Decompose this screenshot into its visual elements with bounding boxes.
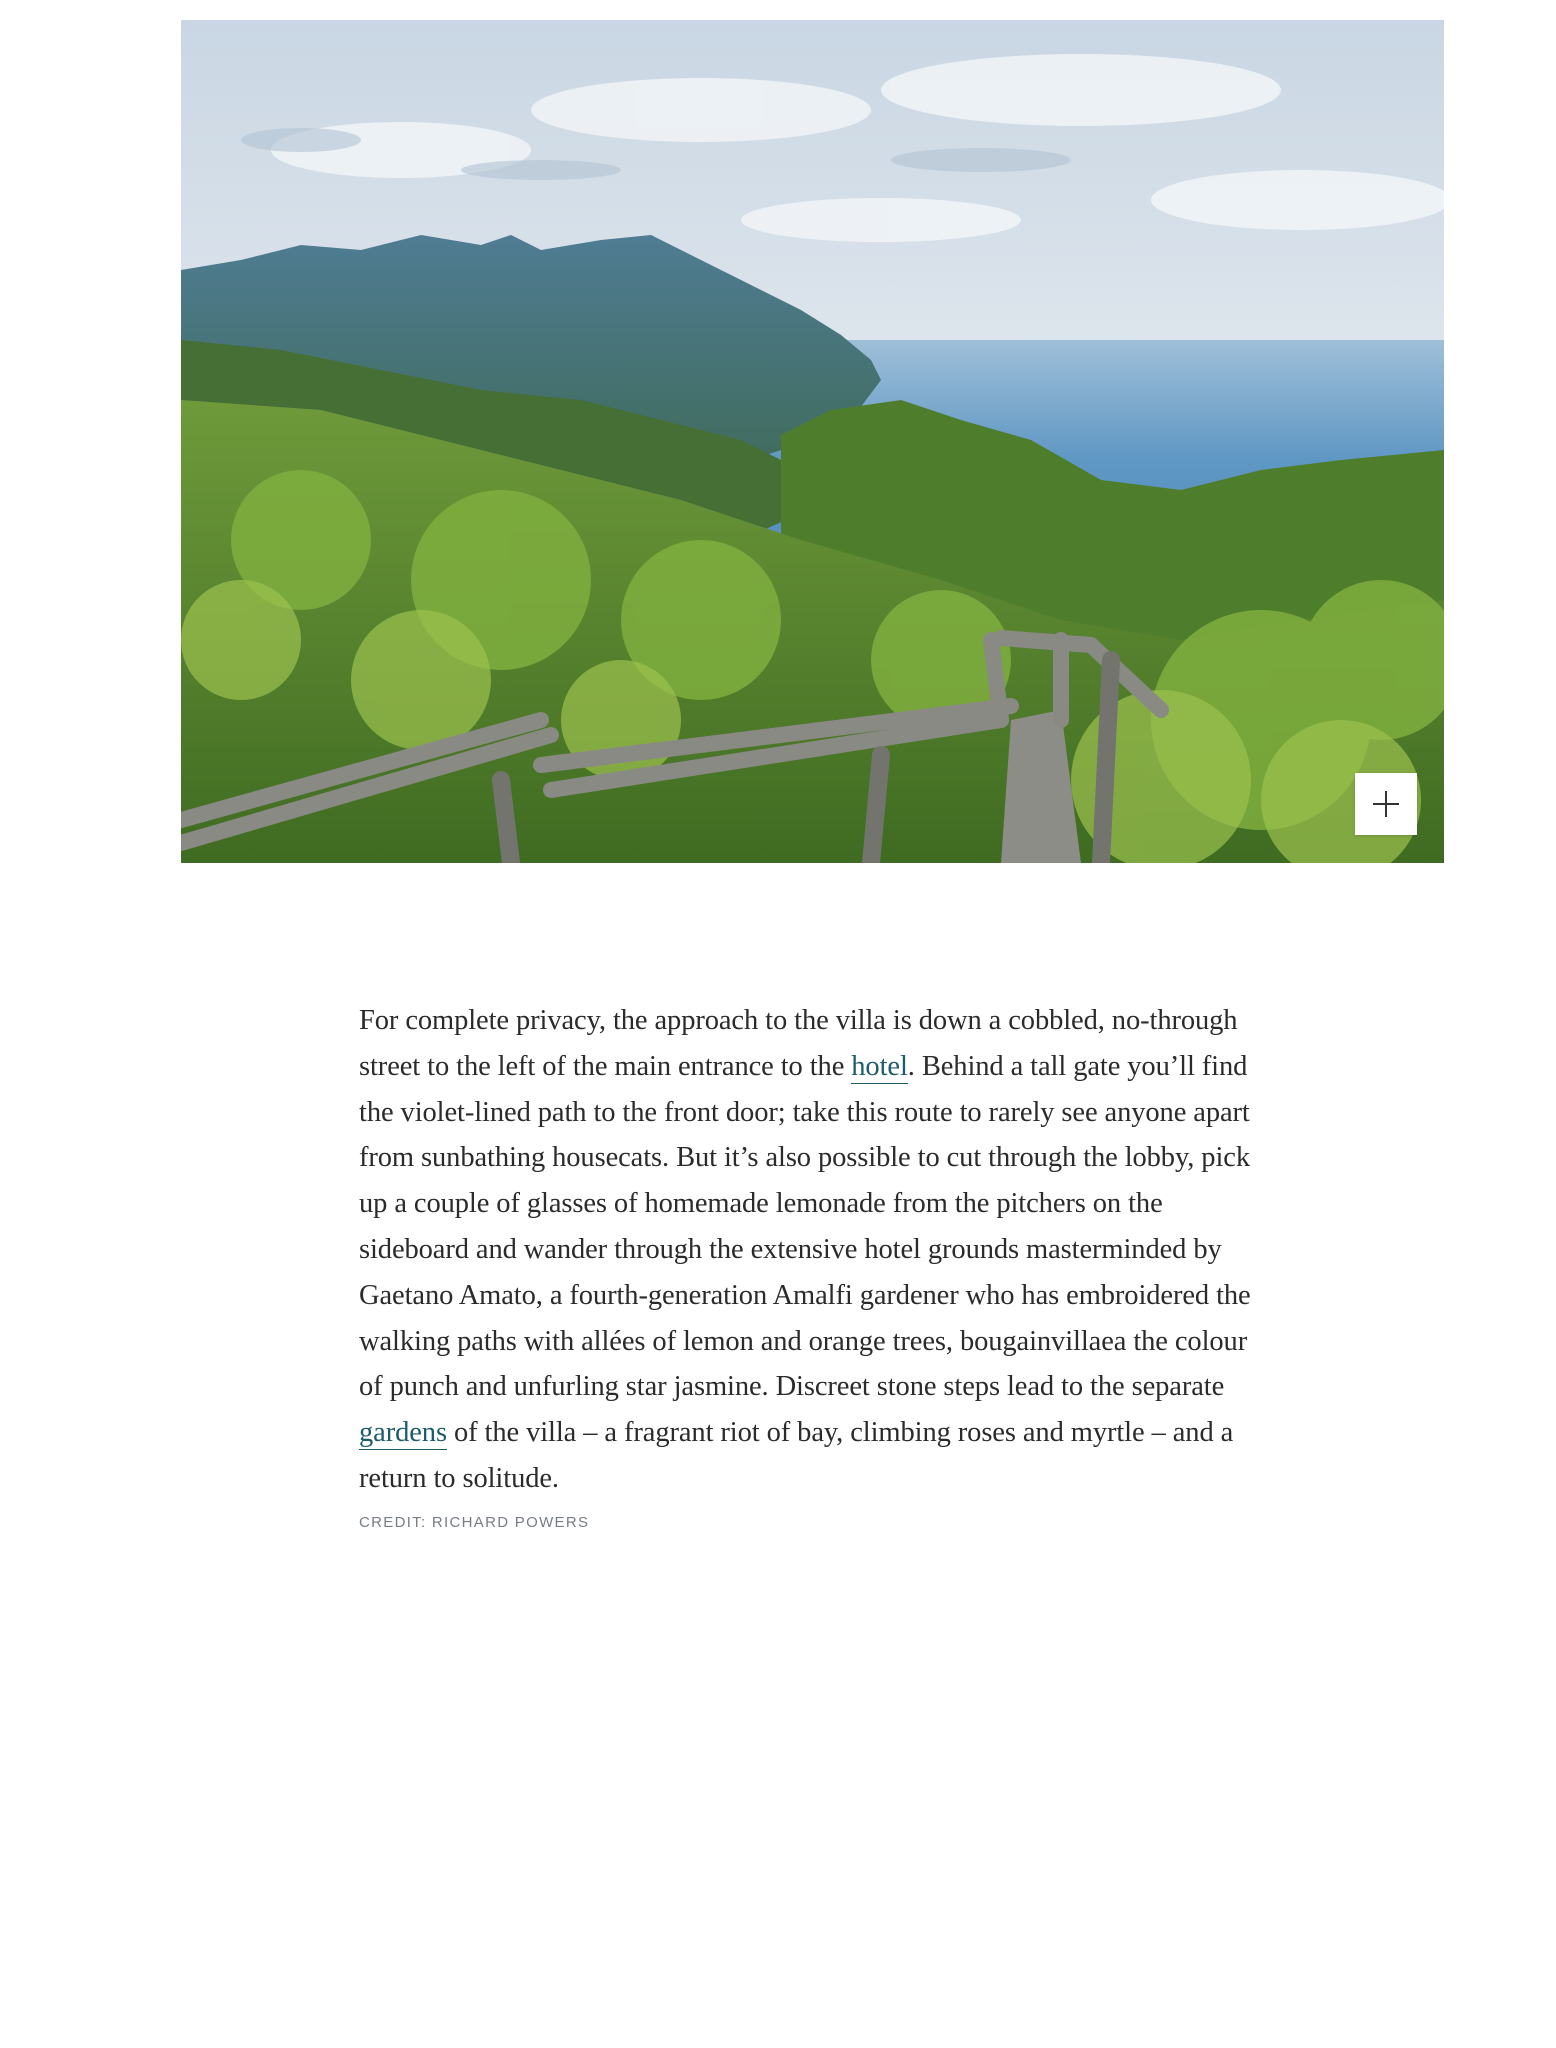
hotel-link[interactable]: hotel xyxy=(851,1050,908,1082)
expand-image-button[interactable] xyxy=(1355,773,1417,835)
gardens-link[interactable]: gardens xyxy=(359,1417,447,1449)
paragraph-text-3: of the villa – a fragrant riot of bay, climbing roses and myrtle – and a return to solitude. xyxy=(359,1417,1234,1494)
hero-image xyxy=(181,20,1444,863)
landscape-photo-icon xyxy=(181,20,1444,863)
plus-icon xyxy=(1373,791,1399,817)
photo-credit: CREDIT: RICHARD POWERS xyxy=(359,1513,590,1531)
paragraph-text-1: For complete privacy, the approach to the villa is down a cobbled, no-through street to the left of the main entrance to the xyxy=(359,1005,1238,1082)
paragraph-text-2: . Behind a tall gate you’ll find the violet-lined path to the front door; take this route to rarely see anyone apart from sunbathing housecats. But it’s also possible to cut through the lobby, pick up a couple of glasses of homemade lemonade from the pitchers on the sideboard and wander through the extensive hotel grounds masterminded by Gaetano Amato, a fourth-generation Amalfi gardener who has embroidered the walking paths with allées of lemon and orange trees, bougainvillaea the colour of punch and unfurling star jasmine. Discreet stone steps lead to the separate xyxy=(359,1050,1251,1403)
article-paragraph xyxy=(359,998,1259,1502)
article-body xyxy=(359,998,1259,1531)
